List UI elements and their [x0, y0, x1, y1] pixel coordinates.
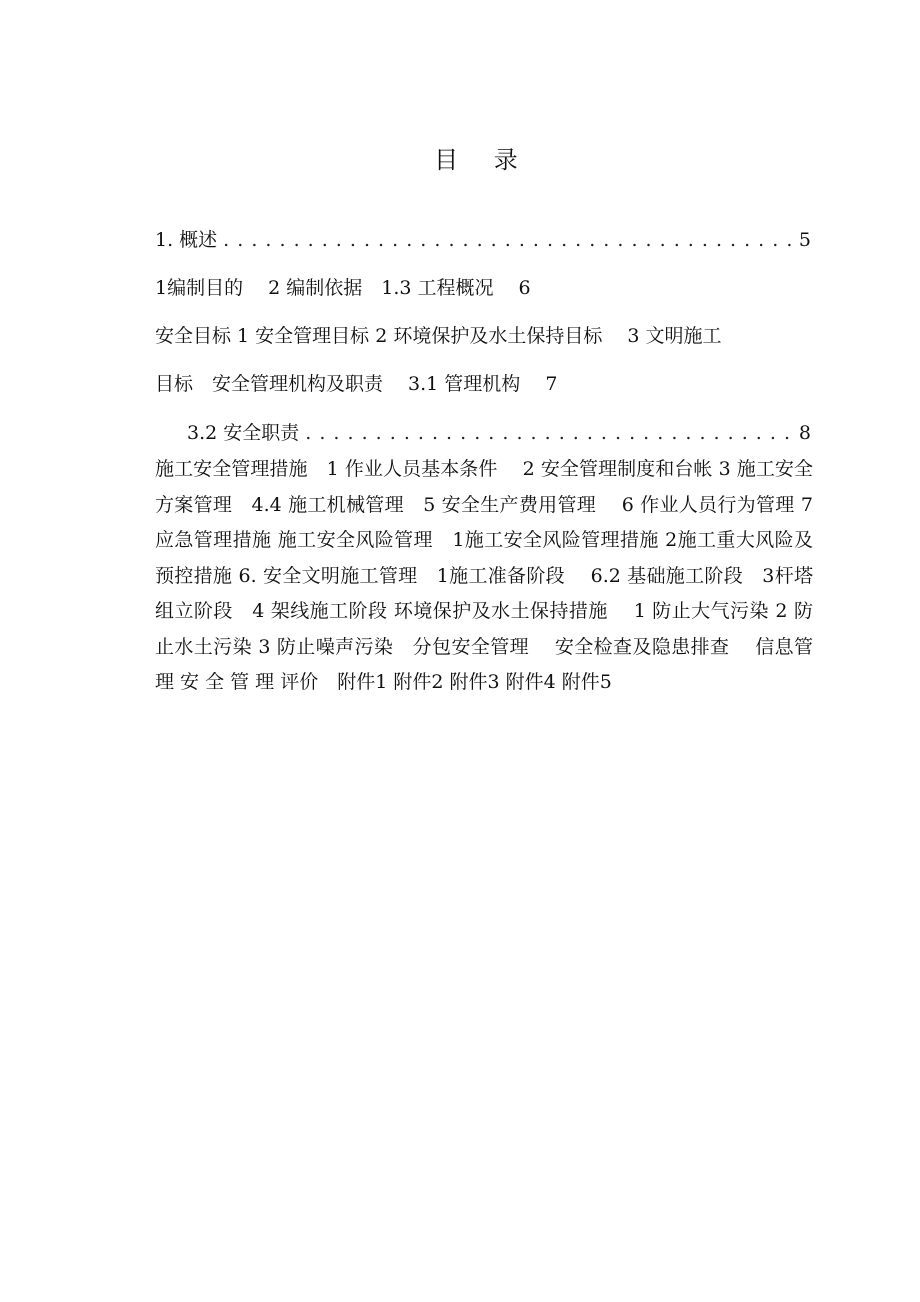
dot-leader: [305, 421, 797, 445]
dot-leader: [223, 228, 797, 252]
toc-entry-label: 3.2 安全职责: [187, 422, 300, 444]
toc-entry-safety-duties: [187, 421, 811, 445]
toc-entry-page: 5: [798, 229, 811, 251]
toc-title: 目 录: [434, 146, 532, 174]
toc-line-2: 1编制目的 2 编制依据 1.3 工程概况 6: [155, 277, 531, 299]
toc-entry-label: 1. 概述: [155, 229, 218, 251]
toc-line-3: 安全目标 1 安全管理目标 2 环境保护及水土保持目标 3 文明施工: [155, 325, 722, 347]
toc-line-4: 目标 安全管理机构及职责 3.1 管理机构 7: [155, 373, 558, 395]
toc-entry-overview: [155, 228, 811, 252]
toc-body-paragraph: 施工安全管理措施 1 作业人员基本条件 2 安全管理制度和台帐 3 施工安全方案管理 4.4 施工机械管理 5 安全生产费用管理 6 作业人员行为管理 7 应急管理措施 施工安全风险管理 1施工安全风险管理措施 2施工重大风险及预控措施 6. 安全文明施工管理 1施工准备阶段 6.2 基础施工阶段 3杆塔组立阶段 4 架线施工阶段 环境保护及水土保持措施 1 防止大气污染 2 防止水土污染 3 防止噪声污染 分包安全管理 安全检查及隐患排查 信息管理 安 全 管 理 评价 附件1 附件2 附件3 附件4 附件5: [155, 458, 813, 693]
toc-entry-page: 8: [798, 422, 811, 444]
